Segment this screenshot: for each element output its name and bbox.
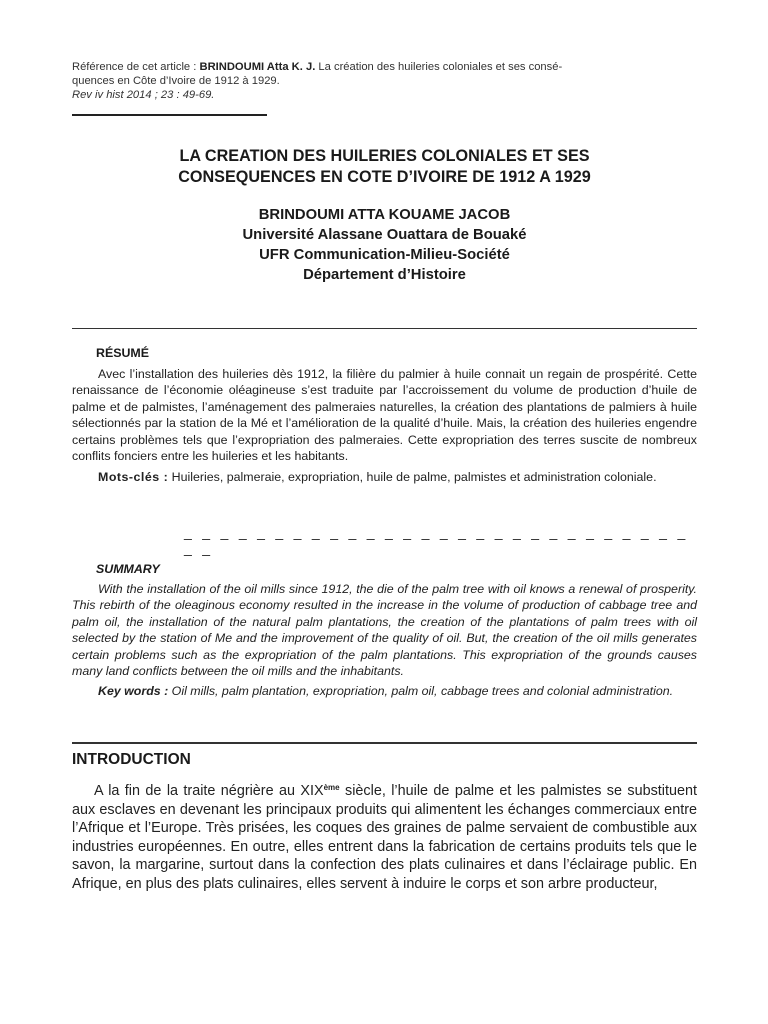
- intro-superscript: ème: [323, 783, 340, 792]
- summary-keywords-label: Key words :: [98, 684, 169, 699]
- summary-section: [72, 581, 697, 700]
- article-title: [72, 146, 697, 188]
- reference-prefix: Référence de cet article :: [72, 61, 200, 73]
- author-university: Université Alassane Ouattara de Bouaké: [242, 227, 527, 243]
- resume-section: [72, 366, 697, 486]
- resume-keywords: [72, 469, 697, 485]
- reference-title-part2: quences en Côte d’Ivoire de 1912 à 1929.: [72, 75, 280, 87]
- author-department: Département d’Histoire: [303, 267, 466, 283]
- introduction-section: [72, 782, 697, 894]
- introduction-paragraph: [72, 782, 697, 894]
- resume-keywords-label: Mots-clés :: [98, 470, 169, 485]
- intro-text-start: A la fin de la traite négrière au XIX: [94, 783, 324, 799]
- introduction-heading: INTRODUCTION: [72, 751, 191, 768]
- resume-heading: RÉSUMÉ: [96, 346, 150, 360]
- summary-divider: [72, 742, 697, 744]
- title-line-2: CONSEQUENCES EN COTE D’IVOIRE DE 1912 A 1929: [178, 168, 591, 186]
- reference-divider: [72, 114, 267, 116]
- reference-author: BRINDOUMI Atta K. J.: [199, 61, 316, 73]
- article-reference: [72, 60, 697, 102]
- author-ufr: UFR Communication-Milieu-Société: [259, 247, 510, 263]
- summary-keywords: [72, 683, 697, 699]
- reference-journal: Rev iv hist 2014 ; 23 : 49-69.: [72, 89, 215, 101]
- header-divider: [72, 328, 697, 329]
- summary-text: With the installation of the oil mills since 1912, the die of the palm tree with oil knows a renewal of prosperity. This rebirth of the oleaginous economy resulted in the increase in the volume of production of cabbage tree and palm oil, the installation of the natural palm plantations, the creation of the plantations of palm trees with oil selected by the station of Me and the improvement of the quality of oil. But, the creation of the oil mills generates certain problems such as the expropriation of the palm plantations. This expropriation of the grounds causes many land conflicts between the oil mills and the inhabitants.: [72, 582, 697, 679]
- resume-keywords-text: Huileries, palmeraie, expropriation, huile de palme, palmistes et administration coloniale.: [168, 470, 657, 485]
- resume-text: Avec l’installation des huileries dès 1912, la filière du palmier à huile connait un regain de prospérité. Cette renaissance de l’économie oléagineuse s’est traduite par l’accroissement du volume de production d’huile de palme et de palmistes, l’aménagement des palmeraies naturelles, la création des plantations de palmiers à huile sélectionnés par la station de la Mé et l’amélioration de la qualité d’huile. Mais, la création des huileries engendre certains problèmes tels que l’expropriation des palmeraies. Cette expropriation des terres suscite de nombreux conflits fonciers entre les huileries et les habitants.: [72, 367, 697, 464]
- reference-title-part1: La création des huileries coloniales et ses consé-: [315, 61, 563, 73]
- author-name: BRINDOUMI ATTA KOUAME JACOB: [258, 207, 511, 223]
- section-separator: _ _ _ _ _ _ _ _ _ _ _ _ _ _ _ _ _ _ _ _ _ _ _ _ _ _ _ _ _ _: [184, 524, 689, 556]
- title-line-1: LA CREATION DES HUILERIES COLONIALES ET SES: [179, 147, 590, 165]
- author-block: [72, 205, 697, 285]
- summary-heading: SUMMARY: [96, 562, 160, 576]
- intro-text-rest: siècle, l’huile de palme et les palmistes se substituent aux esclaves en devenant les principaux produits qui alimentent les échanges commerciaux entre l’Afrique et l’Europe. Très prisées, les coques des graines de palme servaient de combustible aux industries européennes. En outre, elles entrent dans la fabrication de certains produits tels que le savon, la margarine, surtout dans la confection des plats culinaires et dans l’éclairage public. En Afrique, en plus des plats culinaires, elles servent à induire le corps et son arbre producteur,: [72, 783, 697, 892]
- summary-keywords-text: Oil mills, palm plantation, expropriation, palm oil, cabbage trees and colonial administration.: [168, 684, 674, 699]
